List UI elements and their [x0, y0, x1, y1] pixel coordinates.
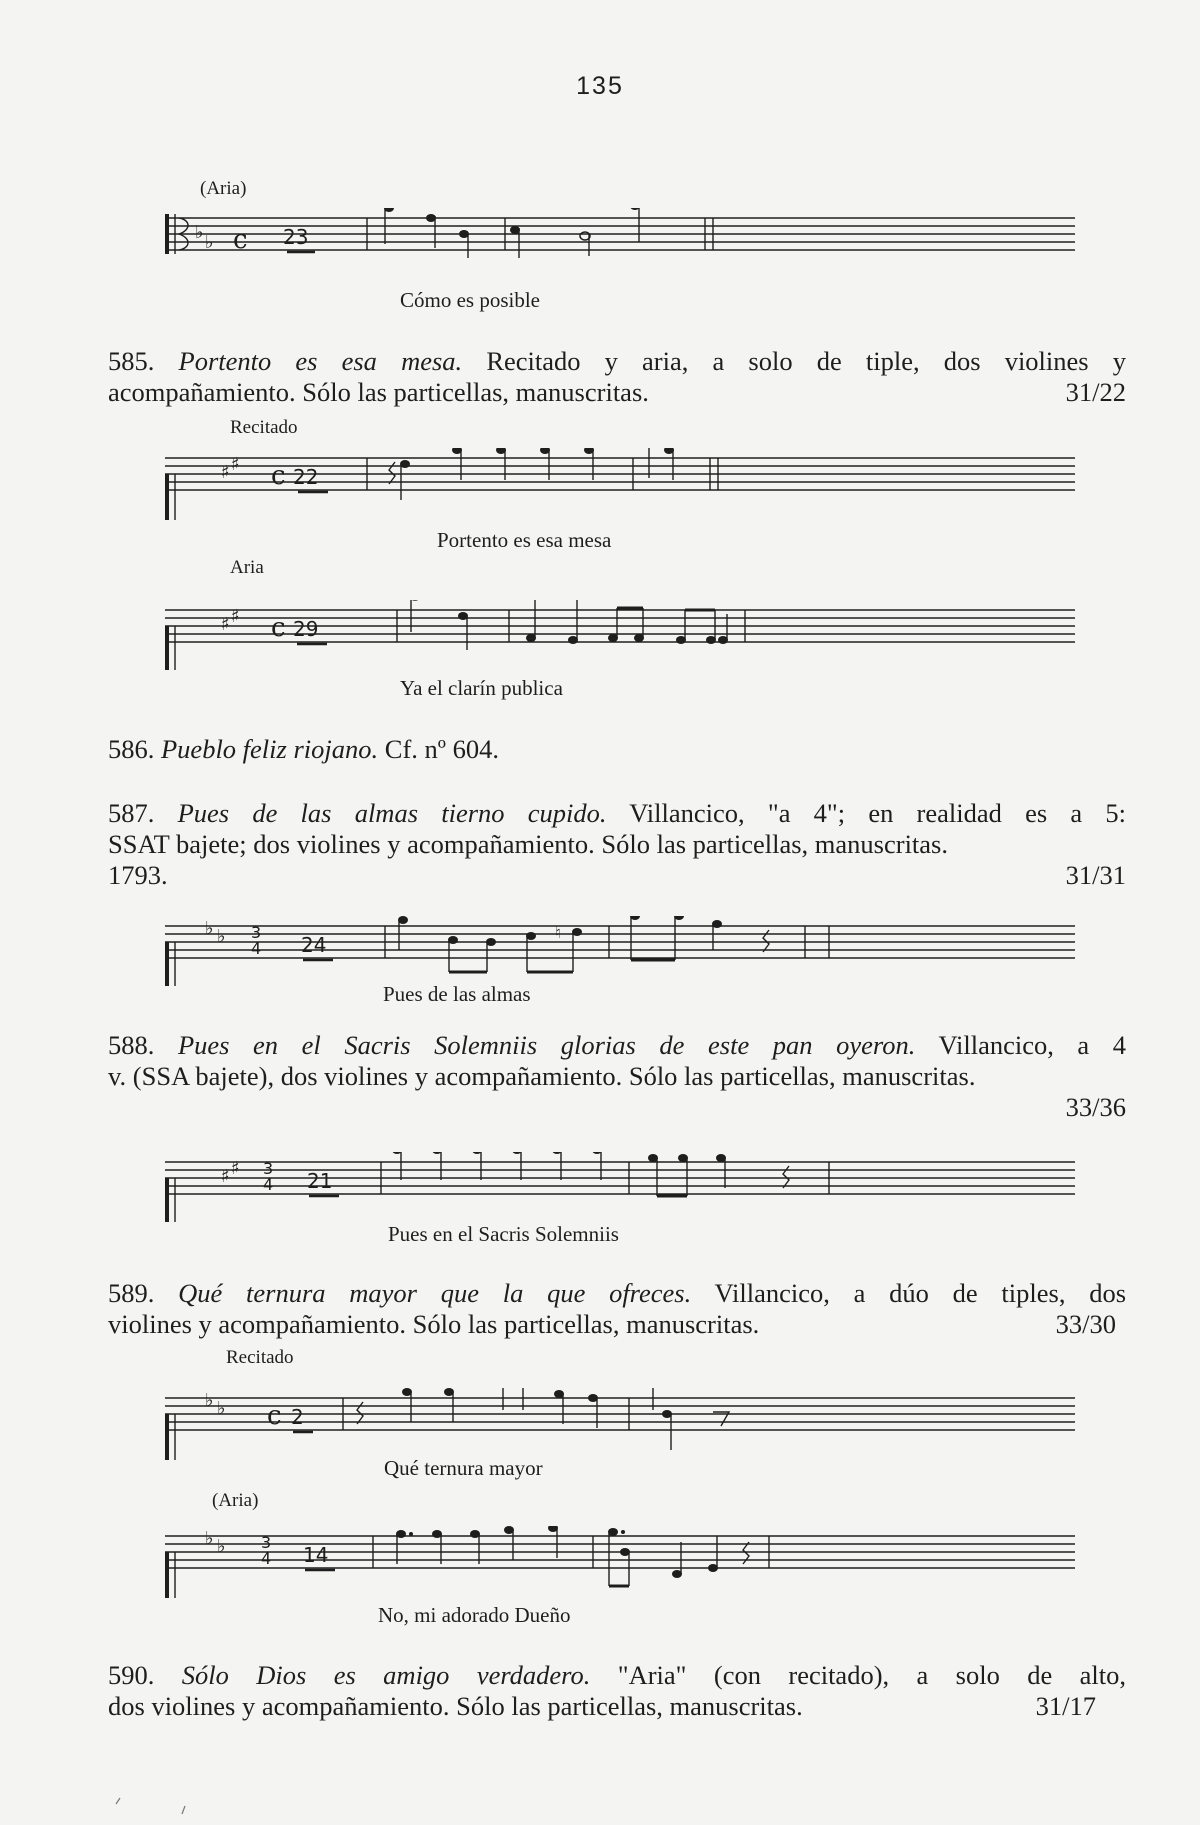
svg-text:♯: ♯ — [231, 606, 240, 627]
incipit-label-recitado: Recitado — [226, 1347, 294, 1368]
svg-text:c: c — [271, 461, 286, 491]
svg-text:c: c — [267, 1401, 282, 1431]
svg-text:♭: ♭ — [205, 232, 214, 253]
svg-text:4: 4 — [263, 1175, 274, 1194]
entry-title: Pueblo feliz riojano. — [161, 734, 379, 764]
entry-line-3 — [108, 860, 1126, 891]
entry-line-2 — [108, 377, 1126, 408]
svg-text:♯: ♯ — [231, 1158, 240, 1179]
catalog-entry-589 — [108, 1278, 1126, 1340]
scan-specks — [110, 1790, 210, 1820]
catalog-entry-585 — [108, 346, 1126, 408]
measure-count: 2 — [291, 1405, 304, 1429]
entry-number: 588. — [108, 1030, 155, 1060]
incipit-label-aria: Aria — [230, 557, 264, 578]
svg-text:♭: ♭ — [205, 1528, 214, 1549]
entry-number: 587. — [108, 798, 155, 828]
entry-title: Portento es esa mesa. — [178, 346, 463, 376]
incipit-lyric: Ya el clarín publica — [400, 676, 563, 700]
music-staff-588 — [165, 1152, 1075, 1232]
archive-reference: 33/36 — [1065, 1092, 1126, 1122]
measure-count: 29 — [293, 617, 319, 641]
music-staff-587 — [165, 916, 1075, 996]
svg-text:3: 3 — [261, 1533, 272, 1552]
music-staff-recitado-589 — [165, 1388, 1075, 1468]
entry-description-cont: acompañamiento. Sólo las particellas, manuscritas. — [108, 377, 649, 407]
svg-text:♯: ♯ — [221, 462, 230, 483]
entry-description: Villancico, a dúo de tiples, dos — [714, 1278, 1127, 1308]
catalog-entry-587 — [108, 798, 1126, 891]
svg-text:♮: ♮ — [555, 923, 561, 942]
music-staff-aria-585 — [165, 600, 1075, 680]
svg-text:4: 4 — [261, 1549, 272, 1568]
archive-reference: 33/30 — [1055, 1309, 1116, 1339]
svg-text:3: 3 — [251, 923, 262, 942]
entry-line-1 — [108, 734, 1126, 765]
entry-title: Pues en el Sacris Solemniis glorias de este pan oyeron. — [177, 1030, 916, 1060]
entry-line-2: v. (SSA bajete), dos violines y acompañamiento. Sólo las particellas, manuscritas. — [108, 1061, 976, 1091]
svg-text:c: c — [271, 613, 286, 643]
catalog-entry-588 — [108, 1030, 1126, 1123]
entry-line-2 — [108, 1691, 1126, 1722]
archive-reference: 31/17 — [1035, 1691, 1096, 1721]
measure-count: 14 — [303, 1543, 329, 1567]
entry-description: "Aria" (con recitado), a solo de alto, — [617, 1660, 1127, 1690]
entry-number: 586. — [108, 734, 155, 764]
svg-text:♭: ♭ — [195, 222, 204, 243]
entry-description-cont: dos violines y acompañamiento. Sólo las particellas, manuscritas. — [108, 1691, 803, 1721]
incipit-label-aria: (Aria) — [200, 178, 247, 199]
svg-text:3: 3 — [263, 1159, 274, 1178]
incipit-lyric: No, mi adorado Dueño — [378, 1603, 571, 1627]
entry-number: 585. — [108, 346, 155, 376]
catalog-entry-590 — [108, 1660, 1126, 1722]
measure-count: 24 — [301, 933, 327, 957]
incipit-label-recitado: Recitado — [230, 417, 298, 438]
page-number: 135 — [576, 72, 624, 100]
entry-line-2: SSAT bajete; dos violines y acompañamiento. Sólo las particellas, manuscritas. — [108, 829, 948, 859]
svg-text:4: 4 — [251, 939, 262, 958]
entry-line-1 — [108, 1030, 1126, 1061]
incipit-lyric: Pues en el Sacris Solemniis — [388, 1222, 619, 1246]
incipit-lyric: Qué ternura mayor — [384, 1456, 543, 1480]
music-staff-recitado-585 — [165, 448, 1075, 528]
incipit-lyric: Portento es esa mesa — [437, 528, 612, 552]
entry-title: Sólo Dios es amigo verdadero. — [181, 1660, 591, 1690]
incipit-lyric: Cómo es posible — [400, 288, 540, 312]
measure-count: 23 — [283, 225, 309, 249]
archive-reference: 31/22 — [1065, 377, 1126, 407]
svg-text:c: c — [233, 225, 248, 255]
entry-line-1 — [108, 1660, 1126, 1691]
entry-line-1 — [108, 346, 1126, 377]
entry-line-1 — [108, 1278, 1126, 1309]
catalog-entry-586 — [108, 734, 1126, 765]
entry-description: Cf. nº 604. — [384, 734, 499, 764]
svg-text:♯: ♯ — [221, 614, 230, 635]
svg-text:♯: ♯ — [221, 1166, 230, 1187]
svg-text:♭: ♭ — [217, 1536, 226, 1557]
measure-count: 21 — [307, 1169, 333, 1193]
entry-title: Qué ternura mayor que la que ofreces. — [178, 1278, 692, 1308]
entry-year: 1793. — [108, 860, 168, 890]
entry-description: Recitado y aria, a solo de tiple, dos violines y — [486, 346, 1126, 376]
entry-number: 590. — [108, 1660, 155, 1690]
entry-line-2 — [108, 1309, 1126, 1340]
archive-reference: 31/31 — [1065, 860, 1126, 890]
entry-description-cont: violines y acompañamiento. Sólo las particellas, manuscritas. — [108, 1309, 760, 1339]
incipit-lyric: Pues de las almas — [383, 982, 531, 1006]
svg-text:♭: ♭ — [205, 1390, 214, 1411]
entry-number: 589. — [108, 1278, 155, 1308]
music-staff-aria-589 — [165, 1526, 1075, 1606]
svg-text:♭: ♭ — [217, 1398, 226, 1419]
incipit-label-aria: (Aria) — [212, 1490, 259, 1511]
svg-text:♯: ♯ — [231, 454, 240, 475]
entry-description: Villancico, a 4 — [938, 1030, 1126, 1060]
svg-text:♭: ♭ — [205, 918, 214, 939]
entry-title: Pues de las almas tierno cupido. — [177, 798, 607, 828]
entry-description: Villancico, "a 4"; en realidad es a 5: — [629, 798, 1126, 828]
music-staff-aria-584 — [165, 208, 1075, 278]
measure-count: 22 — [293, 465, 319, 489]
entry-line-1 — [108, 798, 1126, 829]
svg-text:♭: ♭ — [217, 926, 226, 947]
